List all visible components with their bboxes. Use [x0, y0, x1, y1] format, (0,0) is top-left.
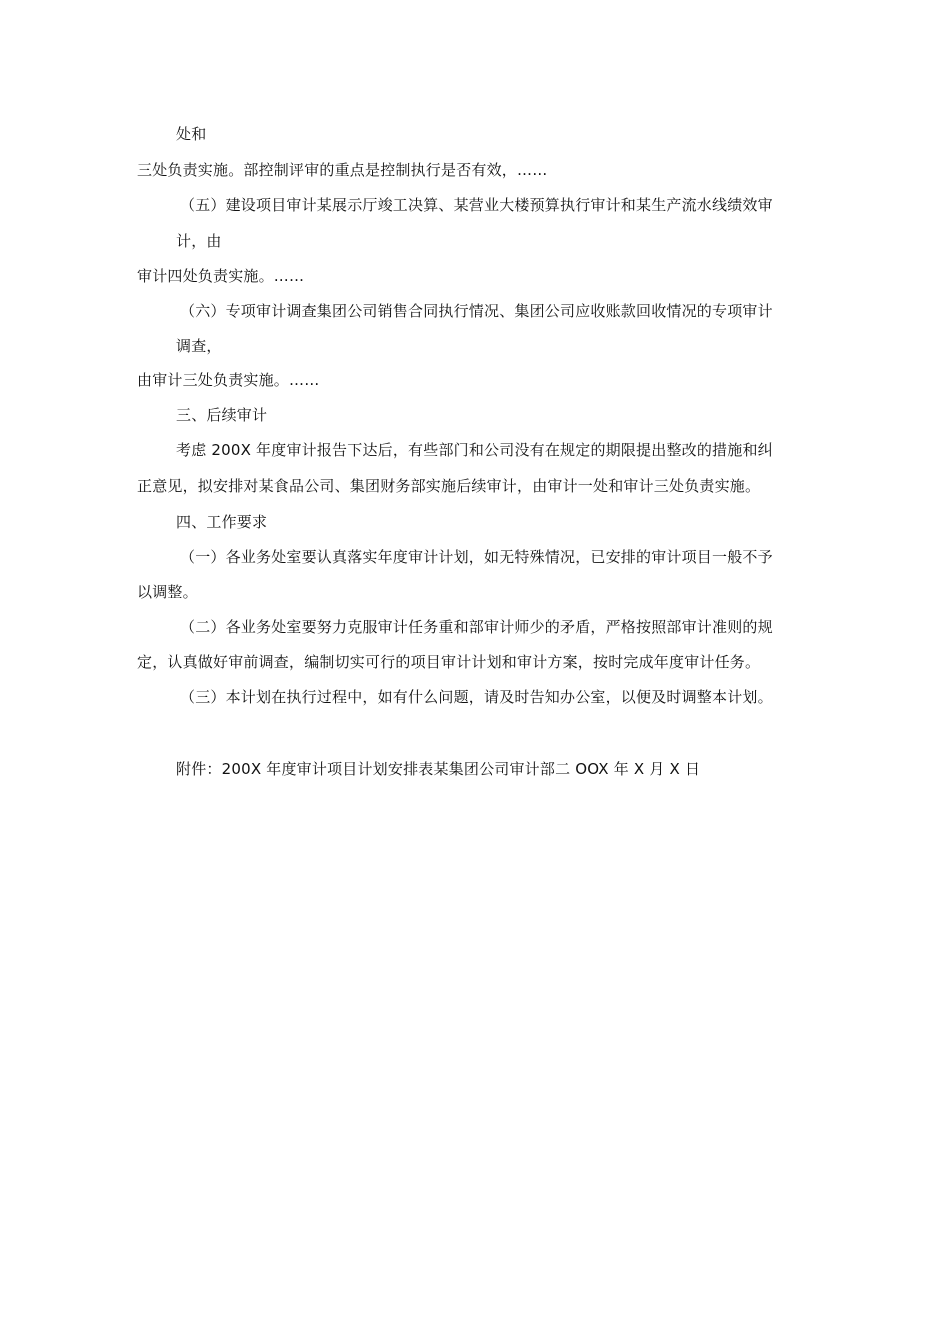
text-line: 考虑 200X 年度审计报告下达后，有些部门和公司没有在规定的期限提出整改的措施和纠 — [176, 441, 773, 459]
text-line: 三处负责实施。部控制评审的重点是控制执行是否有效，…… — [137, 161, 548, 179]
text-line: （三）本计划在执行过程中，如有什么问题，请及时告知办公室，以便及时调整本计划。 — [180, 688, 773, 706]
text-line: （五）建设项目审计某展示厅竣工决算、某营业大楼预算执行审计和某生产流水线绩效审 — [180, 196, 773, 214]
text-line: （一）各业务处室要认真落实年度审计计划，如无特殊情况，已安排的审计项目一般不予 — [180, 548, 773, 566]
text-line: 计，由 — [176, 232, 222, 250]
text-line: 以调整。 — [137, 583, 198, 601]
text-line: （六）专项审计调查集团公司销售合同执行情况、集团公司应收账款回收情况的专项审计 — [180, 302, 773, 320]
section-heading: 三、后续审计 — [176, 406, 268, 424]
text-line: 定，认真做好审前调查，编制切实可行的项目审计计划和审计方案，按时完成年度审计任务。 — [137, 653, 761, 671]
text-line: 调查， — [176, 337, 222, 355]
text-line: 由审计三处负责实施。…… — [137, 371, 320, 389]
text-line: （二）各业务处室要努力克服审计任务重和部审计师少的矛盾，严格按照部审计准则的规 — [180, 618, 773, 636]
attachment-line: 附件：200X 年度审计项目计划安排表某集团公司审计部二 OOX 年 X 月 X 日 — [176, 760, 701, 778]
text-line: 处和 — [176, 125, 207, 143]
text-line: 审计四处负责实施。…… — [137, 267, 305, 285]
section-heading: 四、工作要求 — [176, 513, 268, 531]
text-line: 正意见，拟安排对某食品公司、集团财务部实施后续审计，由审计一处和审计三处负责实施。 — [137, 477, 761, 495]
